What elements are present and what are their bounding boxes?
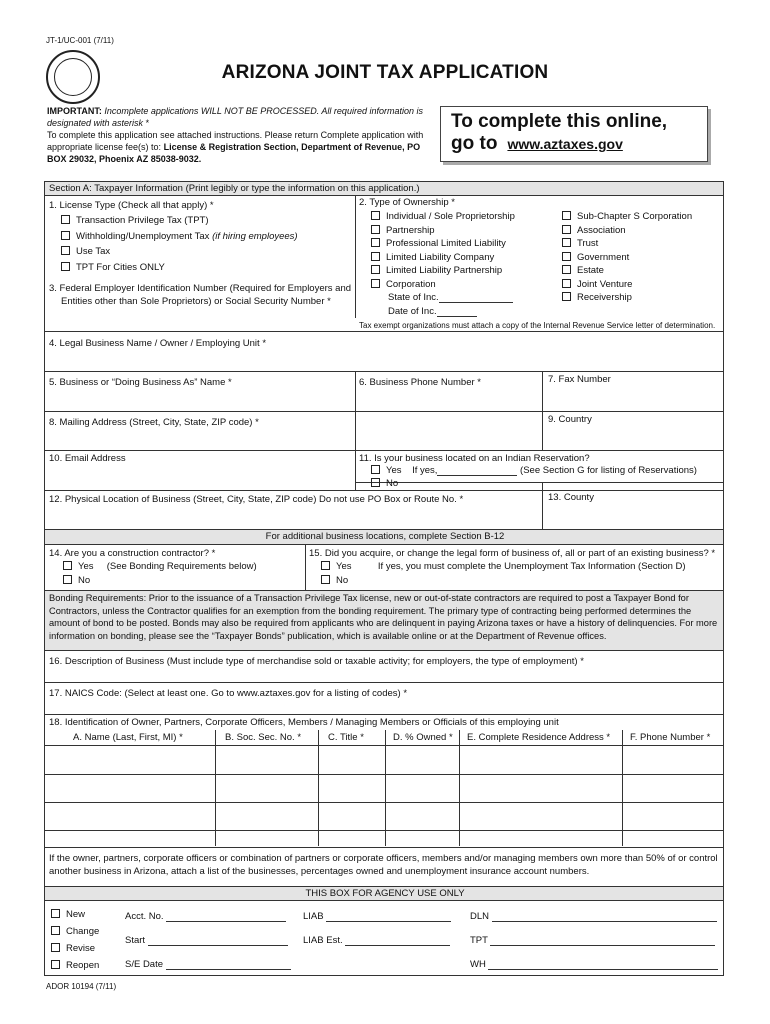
fein-label-2: Entities other than Sole Proprietors) or Social Security Number * xyxy=(61,296,331,307)
control-note: If the owner, partners, corporate officers or combination of partners or corporate officers, members and/or managing members own more than 50% of or control another business in Arizona, attach a list of the businesses, percentages owned and unemployment insurance account numbers. xyxy=(49,853,718,877)
acquired-yes-checkbox[interactable]: Yes If yes, you must complete the Unemployment Tax Information (Section D) xyxy=(321,561,686,572)
legal-name-label: 4. Legal Business Name / Owner / Employing Unit * xyxy=(49,338,267,349)
additional-locations-note: For additional business locations, complete Section B-12 xyxy=(265,531,505,542)
indian-reservation-label: 11. Is your business located on an Indian Reservation? xyxy=(359,453,590,464)
owners-label: 18. Identification of Owner, Partners, Corporate Officers, Members / Managing Members or Officials of this employing unit xyxy=(49,717,559,728)
date-of-inc-field[interactable]: Date of Inc. xyxy=(388,306,477,317)
reservation-yes-checkbox[interactable]: Yes If yes, (See Section G for listing of Reservations) xyxy=(371,465,697,476)
naics-label: 17. NAICS Code: (Select at least one. Go to www.aztaxes.gov for a listing of codes) * xyxy=(49,688,408,699)
ownership-joint-venture-checkbox[interactable]: Joint Venture xyxy=(562,279,632,290)
col-owned: D. % Owned * xyxy=(393,732,453,743)
dln-field[interactable]: DLN xyxy=(470,911,717,922)
aztaxes-link[interactable]: www.aztaxes.gov xyxy=(507,136,623,152)
email-label: 10. Email Address xyxy=(49,453,126,464)
description-label: 16. Description of Business (Must include type of merchandise sold or taxable activity; for employers, the type of employment) * xyxy=(49,656,584,667)
ownership-pll-checkbox[interactable]: Professional Limited Liability xyxy=(371,238,506,249)
ownership-individual-checkbox[interactable]: Individual / Sole Proprietorship xyxy=(371,211,515,222)
ownership-receivership-checkbox[interactable]: Receivership xyxy=(562,292,632,303)
footer-code: ADOR 10194 (7/11) xyxy=(46,982,117,991)
country-label: 9. Country xyxy=(548,414,592,425)
wh-field[interactable]: WH xyxy=(470,959,718,970)
form-code: JT-1/UC-001 (7/11) xyxy=(46,36,114,45)
fein-label: 3. Federal Employer Identification Number (Required for Employers and xyxy=(49,283,352,294)
ownership-llp-checkbox[interactable]: Limited Liability Partnership xyxy=(371,265,502,276)
col-phone: F. Phone Number * xyxy=(630,732,711,743)
construction-contractor-label: 14. Are you a construction contractor? * xyxy=(49,548,216,559)
contractor-yes-checkbox[interactable]: Yes (See Bonding Requirements below) xyxy=(63,561,257,572)
state-of-inc-field[interactable]: State of Inc. xyxy=(388,292,513,303)
ownership-partnership-checkbox[interactable]: Partnership xyxy=(371,225,435,236)
agency-new-checkbox[interactable]: New xyxy=(51,909,85,920)
acquired-business-label: 15. Did you acquire, or change the legal form of business of, all or part of an existing business? * xyxy=(309,548,716,559)
ownership-corporation-checkbox[interactable]: Corporation xyxy=(371,279,436,290)
col-ssn: B. Soc. Sec. No. * xyxy=(225,732,302,743)
fax-label: 7. Fax Number xyxy=(548,374,611,385)
bonding-requirements: Bonding Requirements: Prior to the issuance of a Transaction Privilege Tax license, new or out-of-state contractors are required to post a Taxpayer Bond for Contractors, unless the Contractor qualifies for an exemption from the bonding requirement. The primary type of contracting being performed determines the amount of bond to be posted. Bonds may also be required from applicants who are delinquent in paying Arizona taxes or have a history of delinquencies. For more information on bonding, please see the “Taxpayer Bonds” publication, which is available online or at the Department of Revenue offices. xyxy=(49,593,718,641)
physical-location-label: 12. Physical Location of Business (Street, City, State, ZIP code) Do not use PO Box or Route No. * xyxy=(49,494,464,505)
section-a-heading: Section A: Taxpayer Information (Print legibly or type the information on this application.) xyxy=(49,183,420,194)
ownership-trust-checkbox[interactable]: Trust xyxy=(562,238,598,249)
agency-reopen-checkbox[interactable]: Reopen xyxy=(51,960,99,971)
license-tpt-cities-checkbox[interactable]: TPT For Cities ONLY xyxy=(61,262,165,273)
ownership-association-checkbox[interactable]: Association xyxy=(562,225,626,236)
license-type-label: 1. License Type (Check all that apply) * xyxy=(49,200,214,211)
mailing-address-label: 8. Mailing Address (Street, City, State, ZIP code) * xyxy=(49,417,259,428)
ownership-estate-checkbox[interactable]: Estate xyxy=(562,265,604,276)
agency-heading: THIS BOX FOR AGENCY USE ONLY xyxy=(305,888,465,899)
ownership-government-checkbox[interactable]: Government xyxy=(562,252,629,263)
application-form xyxy=(44,181,724,976)
contractor-no-checkbox[interactable]: No xyxy=(63,575,90,586)
acct-no-field[interactable]: Acct. No. xyxy=(125,911,286,922)
business-phone-label: 6. Business Phone Number * xyxy=(359,377,481,388)
liab-field[interactable]: LIAB xyxy=(303,911,451,922)
ownership-type-label: 2. Type of Ownership * xyxy=(359,197,455,208)
acquired-no-checkbox[interactable]: No xyxy=(321,575,348,586)
county-label: 13. County xyxy=(548,492,594,503)
tax-exempt-note: Tax exempt organizations must attach a copy of the Internal Revenue Service letter of determination. xyxy=(359,321,716,330)
ownership-subchapter-s-checkbox[interactable]: Sub-Chapter S Corporation xyxy=(562,211,692,222)
se-date-field[interactable]: S/E Date xyxy=(125,959,291,970)
col-name: A. Name (Last, First, MI) * xyxy=(73,732,183,743)
online-callout: To complete this online, go to www.aztaxes.gov xyxy=(440,106,708,162)
start-field[interactable]: Start xyxy=(125,935,288,946)
tpt-field[interactable]: TPT xyxy=(470,935,715,946)
license-tpt-checkbox[interactable]: Transaction Privilege Tax (TPT) xyxy=(61,215,209,226)
agency-change-checkbox[interactable]: Change xyxy=(51,926,99,937)
col-address: E. Complete Residence Address * xyxy=(467,732,611,743)
agency-revise-checkbox[interactable]: Revise xyxy=(51,943,95,954)
important-notice: IMPORTANT: Incomplete applications WILL NOT BE PROCESSED. All required information is designated with asterisk * To complete this application see attached instructions. Please return Complete application with appropriate license fee(s) to: License & Registration Section, Department of Revenue, PO BOX 29032, Phoenix AZ 85038-9032. xyxy=(47,106,424,164)
reservation-no-checkbox[interactable]: No xyxy=(371,478,398,489)
col-title: C. Title * xyxy=(328,732,364,743)
ownership-llc-checkbox[interactable]: Limited Liability Company xyxy=(371,252,494,263)
liab-est-field[interactable]: LIAB Est. xyxy=(303,935,450,946)
license-withholding-checkbox[interactable]: Withholding/Unemployment Tax (if hiring employees) xyxy=(61,231,298,242)
form-title: ARIZONA JOINT TAX APPLICATION xyxy=(221,62,549,83)
business-name-label: 5. Business or “Doing Business As” Name * xyxy=(49,377,232,388)
license-usetax-checkbox[interactable]: Use Tax xyxy=(61,246,110,257)
